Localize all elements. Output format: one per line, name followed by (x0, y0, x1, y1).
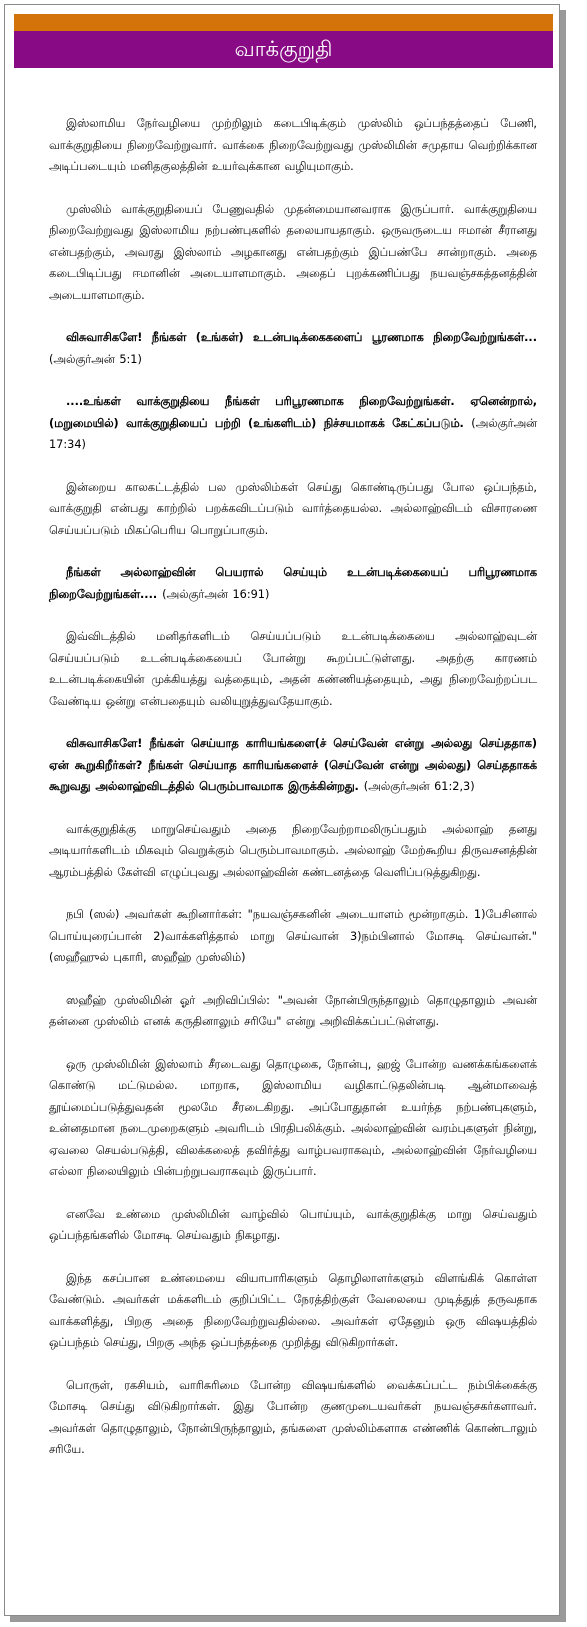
paragraph-text: இவ்விடத்தில் மனிதர்களிடம் செய்யப்படும் உடன்படிக்கையை அல்லாஹ்வுடன் செய்யப்படும் உடன்படிக்கையைப் போன்று கூறப்பட்டுள்ளது. அதற்கு காரணம் உடன்படிக்கையின் முக்கியத்து வத்தையும், அதன் கண்ணியத்தையும், அது நிறைவேற்றப்பட வேண்டிய ஒன்று என்பதையும் வலியுறுத்துவதேயாகும். (49, 630, 537, 708)
paragraph-text: எனவே உண்மை முஸ்லிமின் வாழ்வில் பொய்யும், வாக்குறுதிக்கு மாறு செய்வதும் ஒப்பந்தங்களில் மோசடி செய்வதும் நிகழாது. (49, 1207, 537, 1242)
quran-reference: (அல்குர்அன் 16:91) (162, 587, 270, 601)
paragraph-gap (49, 306, 537, 327)
paragraph-gap (49, 456, 537, 477)
body-paragraph (49, 1268, 537, 1354)
body-paragraph (49, 199, 537, 307)
body-paragraph (49, 626, 537, 712)
paragraph-gap (49, 1033, 537, 1054)
paragraph-gap (49, 370, 537, 391)
body-paragraph (49, 1054, 537, 1183)
paragraph-text: விசுவாசிகளே! நீங்கள் செய்யாத காரியங்களை(ச் செய்வேன் என்று அல்லது செய்ததாக) ஏன் கூறுகிறீர்கள்? நீங்கள் செய்யாத காரியங்களைச் (செய்வேன் என்று அல்லது) செய்ததாகக் கூறுவது அல்லாஹ்விடத்தில் பெரும்பாவமாக இருக்கின்றது. (49, 737, 537, 793)
body-paragraph (49, 1204, 537, 1247)
paragraph-text: பொருள், ரகசியம், வாரிசுரிமை போன்ற விஷயங்களில் வைக்கப்பட்ட நம்பிக்கைக்கு மோசடி செய்து விடுகிறார்கள். இது போன்ற குணமுடையவர்கள் நயவஞ்சகர்களாவர். அவர்கள் தொழுதாலும், நோன்பிருந்தாலும், தங்களை முஸ்லிம்களாக எண்ணிக் கொண்டாலும் சரியே. (49, 1378, 537, 1456)
paragraph-gap (49, 798, 537, 819)
paragraph-gap (49, 712, 537, 733)
quran-reference: (அல்குர்அன் 5:1) (49, 352, 142, 366)
paragraph-text: நீங்கள் அல்லாஹ்வின் பெயரால் செய்யும் உடன்படிக்கையைப் பரிபூரணமாக நிறைவேற்றுங்கள்.... (49, 566, 537, 601)
paragraph-gap (49, 1183, 537, 1204)
quran-quote (49, 327, 537, 370)
quran-reference: (அல்குர்அன் 61:2,3) (363, 780, 475, 793)
body-paragraph (49, 990, 537, 1033)
quran-quote (49, 391, 537, 456)
quran-quote (49, 733, 537, 798)
paragraph-text: ஒரு முஸ்லிமின் இஸ்லாம் சீரடைவது தொழுகை, நோன்பு, ஹஜ் போன்ற வணக்கங்களைக் கொண்டு மட்டுமல்ல. மாறாக, இஸ்லாமிய வழிகாட்டுதலின்படி ஆன்மாவைத் தூய்மைப்படுத்துவதன் மூலமே சீரடைகிறது. அப்போதுதான் உயர்ந்த நற்பண்புகளும், உன்னதமான நடைமுறைகளும் அவரிடம் பிரதிபலிக்கும். அல்லாஹ்வின் வரம்புகளுள் நின்று, ஏவலை செயல்படுத்தி, விலக்கலைத் தவிர்த்து வாழ்பவராகவும், அல்லாஹ்வின் நேர்வழியை எல்லா நிலையிலும் பின்பற்றுபவராகவும் இருப்பார். (49, 1057, 537, 1178)
page-title: வாக்குறுதி (14, 31, 553, 68)
accent-bar (14, 14, 553, 31)
paragraph-gap (49, 1354, 537, 1375)
body-paragraph (49, 904, 537, 969)
body-paragraph (49, 819, 537, 884)
paragraph-gap (49, 541, 537, 562)
paragraph-text: நபி (ஸல்) அவர்கள் கூறினார்கள்: "நயவஞ்சகனின் அடையாளம் மூன்றாகும். 1)பேசினால் பொய்யுரைப்பான் 2)வாக்களித்தால் மாறு செய்வான் 3)நம்பினால் மோசடி செய்வான்." (ஸஹீஹுல் புகாரி, ஸஹீஹ் முஸ்லிம்) (49, 908, 537, 964)
article-panel (4, 4, 560, 1616)
paragraph-text: ....உங்கள் வாக்குறுதியை நீங்கள் பரிபூரணமாக நிறைவேற்றுங்கள். ஏனென்றால், (மறுமையில்) வாக்குறுதியைப் பற்றி (உங்களிடம்) நிச்சயமாகக் கேட்கப்படும். (49, 395, 537, 430)
quran-quote (49, 562, 537, 605)
paragraph-text: இந்த கசப்பான உண்மையை வியாபாரிகளும் தொழிலாளர்களும் விளங்கிக் கொள்ள வேண்டும். அவர்கள் மக்களிடம் குறிப்பிட்ட நேரத்திற்குள் வேலையை முடித்துத் தருவதாக வாக்களித்து, பிறகு அதை நிறைவேற்றுவதில்லை. அவர்கள் ஏதேனும் ஒரு விஷயத்தில் ஒப்பந்தம் செய்து, பிறகு அந்த ஒப்பந்தத்தை முறித்து விடுகிறார்கள். (49, 1271, 537, 1349)
body-paragraph (49, 113, 537, 178)
paragraph-text: விசுவாசிகளே! நீங்கள் (உங்கள்) உடன்படிக்கைகளைப் பூரணமாக நிறைவேற்றுங்கள்... (66, 331, 537, 344)
paragraph-text: இஸ்லாமிய நேர்வழியை முற்றிலும் கடைபிடிக்கும் முஸ்லிம் ஒப்பந்தத்தைப் பேணி, வாக்குறுதியை நிறைவேற்றுவார். வாக்கை நிறைவேற்றுவது முஸ்லிமின் சமுதாய வெற்றிக்கான அடிப்படையும் மனிதகுலத்தின் உயர்வுக்கான வழியுமாகும். (49, 117, 537, 173)
paragraph-gap (49, 969, 537, 990)
paragraph-gap (49, 1247, 537, 1268)
paragraph-text: ஸஹீஹ் முஸ்லிமின் ஓர் அறிவிப்பில்: "அவன் நோன்பிருந்தாலும் தொழுதாலும் அவன் தன்னை முஸ்லிம் எனக் கருதினாலும் சரியே" என்று அறிவிக்கப்பட்டுள்ளது. (49, 993, 537, 1028)
paragraph-gap (49, 883, 537, 904)
article-body (49, 113, 537, 1461)
paragraph-text: முஸ்லிம் வாக்குறுதியைப் பேணுவதில் முதன்மையானவராக இருப்பார். வாக்குறுதியை நிறைவேற்றுவது இஸ்லாமிய நற்பண்புகளில் தலையாயதாகும். ஒருவருடைய ஈமான் சீரானது என்பதற்கும், அவரது இஸ்லாம் அழகானது என்பதற்கும் இப்பண்பே சான்றாகும். அதை கடைபிடிப்பது ஈமானின் அடையாளமாகும். அதைப் புறக்கணிப்பது நயவஞ்சகத்தனத்தின் அடையாளமாகும். (49, 202, 537, 302)
body-paragraph (49, 477, 537, 542)
paragraph-text: இன்றைய காலகட்டத்தில் பல முஸ்லிம்கள் செய்து கொண்டிருப்பது போல ஒப்பந்தம், வாக்குறுதி என்பது காற்றில் பறக்கவிடப்படும் வார்த்தையல்ல. அல்லாஹ்விடம் விசாரணை செய்யப்படும் மிகப்பெரிய பொறுப்பாகும். (49, 480, 537, 537)
paragraph-text: வாக்குறுதிக்கு மாறுசெய்வதும் அதை நிறைவேற்றாமலிருப்பதும் அல்லாஹ் தனது அடியார்களிடம் மிகவும் வெறுக்கும் பெரும்பாவமாகும். அல்லாஹ் மேற்கூறிய திருவசனத்தின் ஆரம்பத்தில் கேள்வி எழுப்புவது அல்லாஹ்வின் கண்டனத்தை வெளிப்படுத்துகிறது. (49, 822, 537, 879)
paragraph-gap (49, 178, 537, 199)
quran-reference: (அல்குர்அன் 17:34) (49, 416, 537, 451)
body-paragraph (49, 1375, 537, 1461)
paragraph-gap (49, 605, 537, 626)
